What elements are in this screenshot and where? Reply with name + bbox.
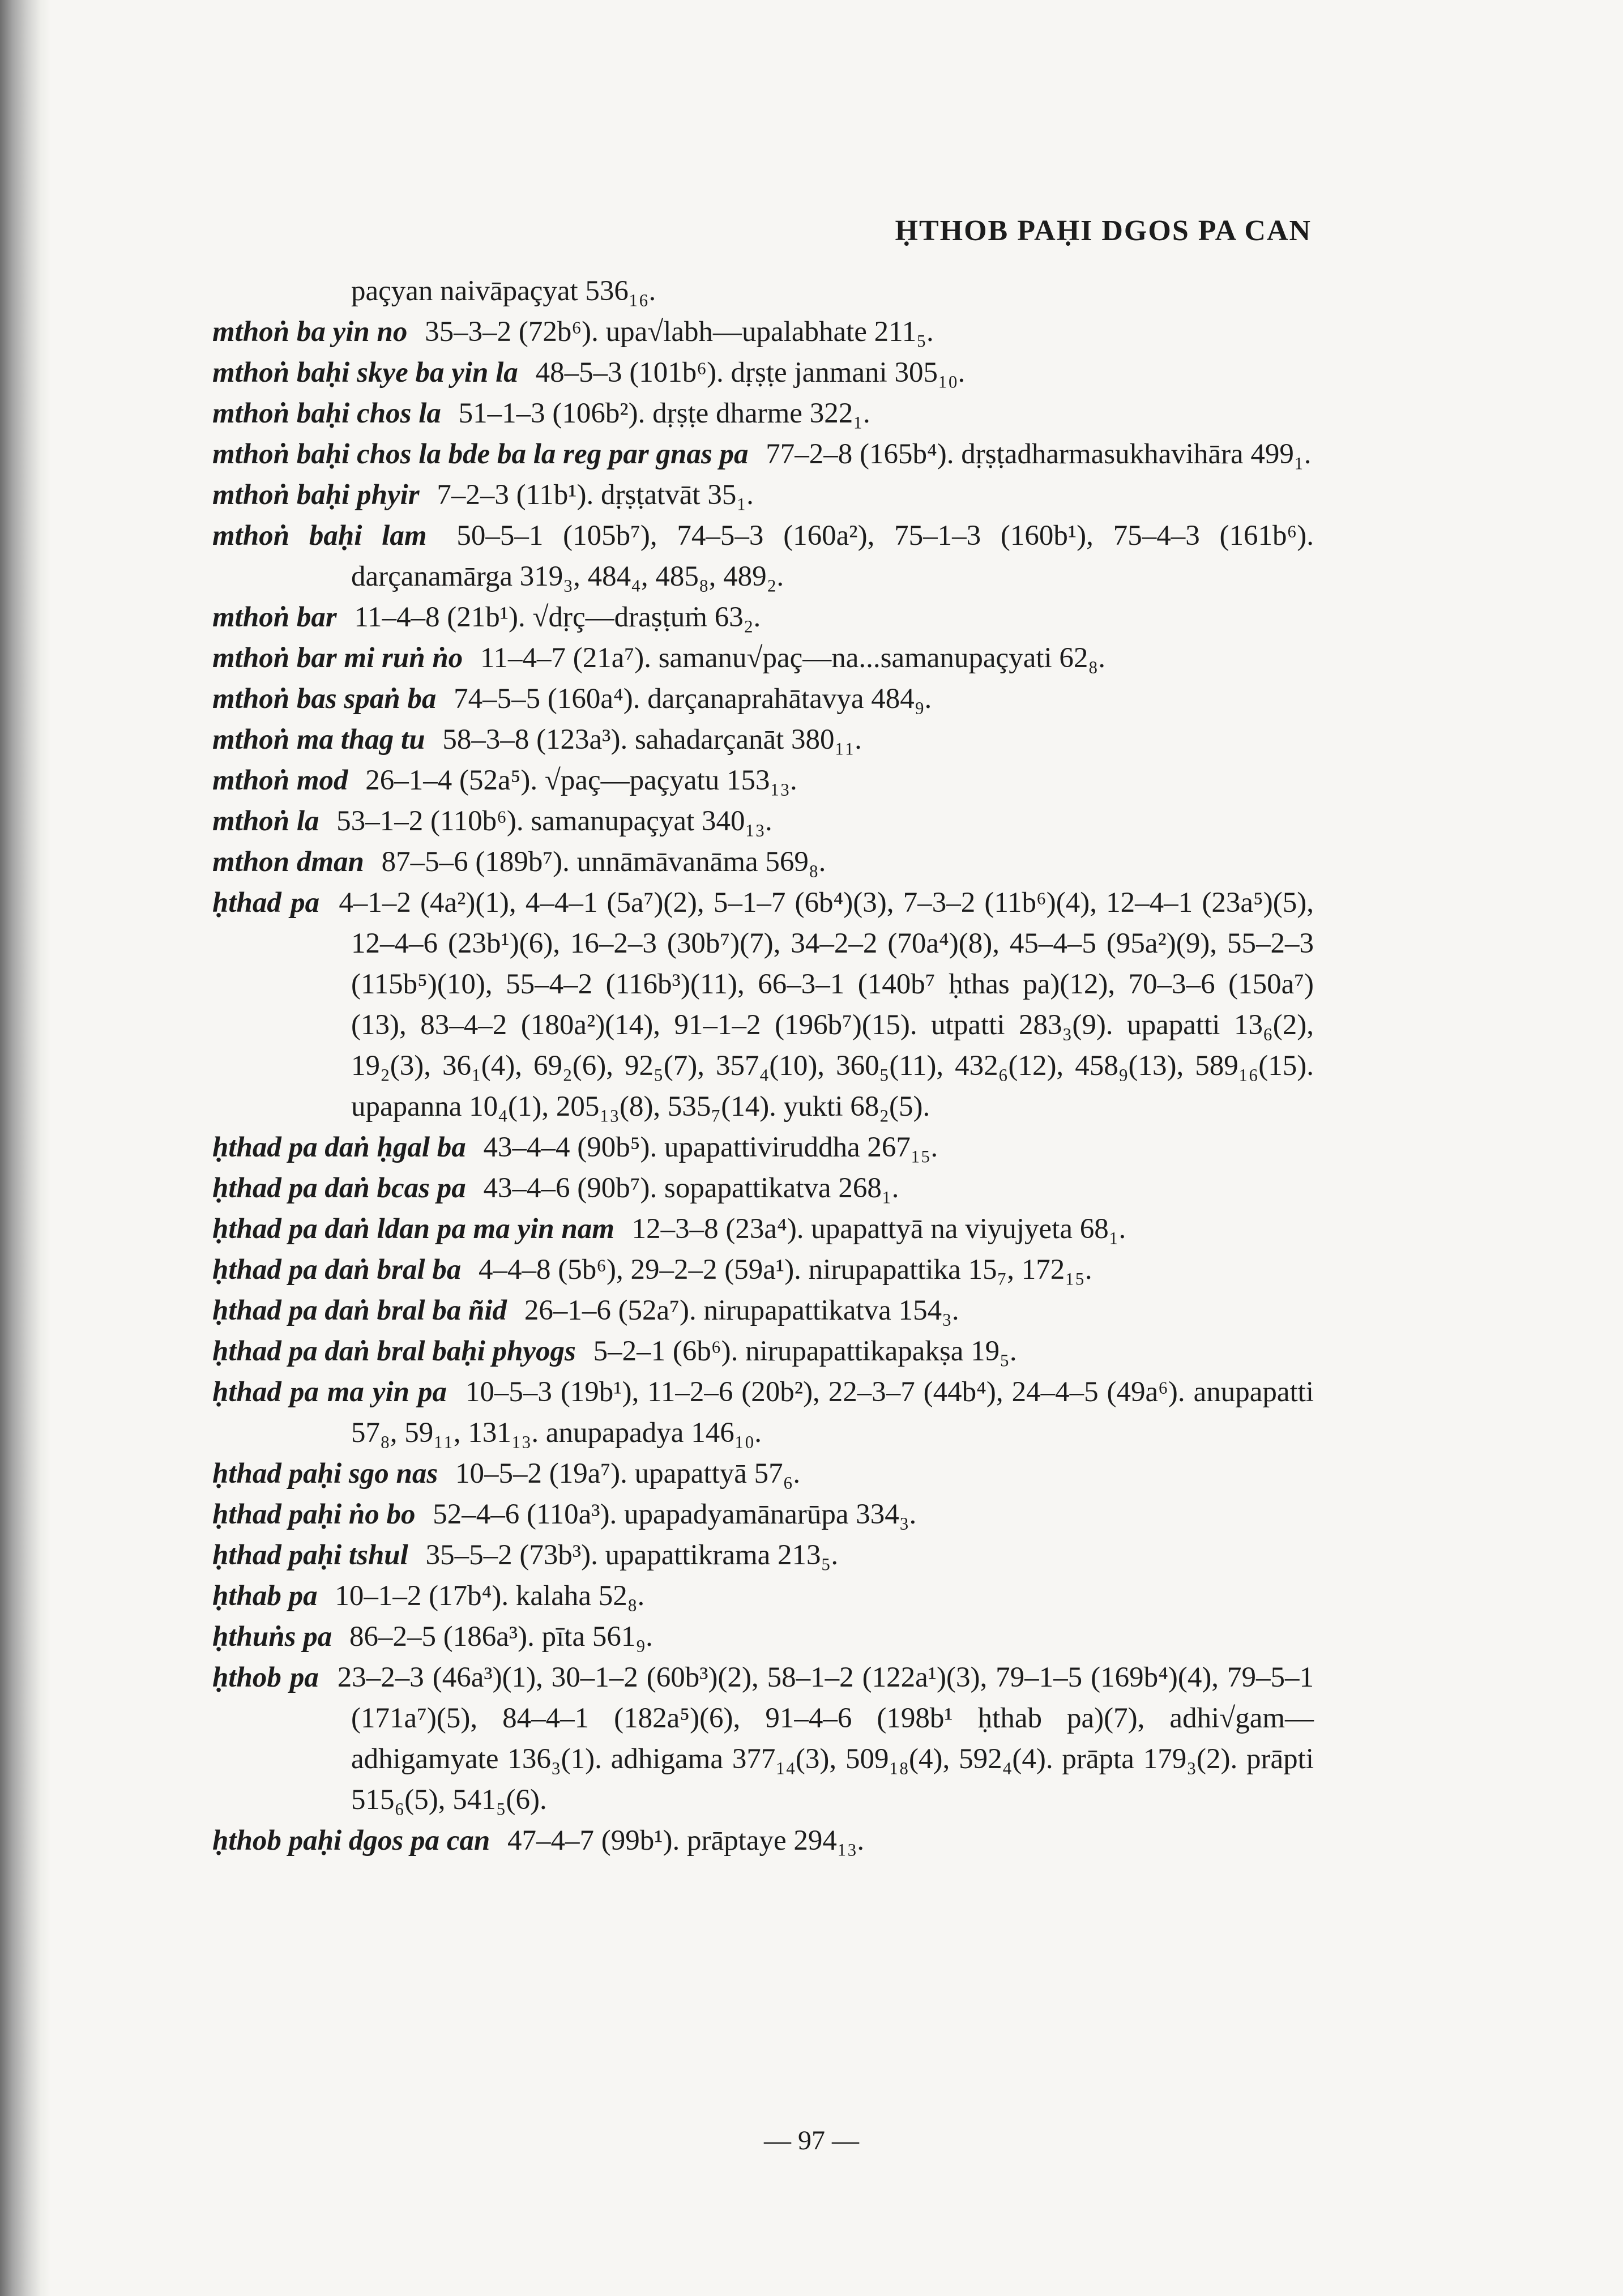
- entry-body: 50–5–1 (105b⁷), 74–5–3 (160a²), 75–1–3 (160b¹), 75–4–3 (161b⁶). darçanamārga 319₃, 484₄, 485₈, 489₂.: [351, 520, 1314, 592]
- entry-body: 26–1–6 (52a⁷). nirupapattikatva 154₃.: [524, 1295, 959, 1326]
- entry-body: 74–5–5 (160a⁴). darçanaprahātavya 484₉.: [454, 683, 932, 715]
- dictionary-entry: [212, 1657, 1314, 1820]
- entry-headword: mthoṅ bar mi ruṅ ṅo: [212, 642, 463, 674]
- dictionary-entry: [212, 719, 1314, 760]
- entry-headword: ḥthad paḥi tshul: [212, 1539, 408, 1571]
- dictionary-entry: [212, 1168, 1314, 1209]
- entry-headword: ḥthad pa daṅ bral ba: [212, 1254, 462, 1286]
- entry-headword: ḥthad pa daṅ ḥgal ba: [212, 1132, 466, 1163]
- entry-body: 35–5–2 (73b³). upapattikrama 213₅.: [425, 1539, 839, 1571]
- entry-body: 87–5–6 (189b⁷). unnāmāvanāma 569₈.: [381, 846, 826, 878]
- dictionary-entry: [212, 1127, 1314, 1168]
- entry-body: 77–2–8 (165b⁴). dṛṣṭadharmasukhavihāra 499₁.: [766, 438, 1312, 470]
- entry-body: 11–4–8 (21b¹). √dṛç—draṣṭuṁ 63₂.: [354, 601, 761, 633]
- entry-headword: mthoṅ baḥi lam: [212, 520, 427, 552]
- entry-body: 35–3–2 (72b⁶). upa√labh—upalabhate 211₅.: [425, 316, 934, 348]
- entry-body: 43–4–4 (90b⁵). upapattiviruddha 267₁₅.: [483, 1132, 938, 1163]
- entry-headword: mthoṅ baḥi phyir: [212, 479, 420, 511]
- entry-body: 43–4–6 (90b⁷). sopapattikatva 268₁.: [483, 1172, 899, 1204]
- dictionary-entry: [212, 434, 1314, 475]
- dictionary-entry: [212, 1494, 1314, 1535]
- dictionary-entry: [212, 1535, 1314, 1576]
- entry-headword: ḥthab pa: [212, 1580, 318, 1612]
- entry-list: [212, 311, 1314, 1861]
- entry-headword: mthoṅ baḥi chos la: [212, 398, 441, 429]
- dictionary-entry: [212, 842, 1314, 882]
- dictionary-entry: [212, 597, 1314, 638]
- continuation-line: paçyan naivāpaçyat 536₁₆.: [351, 275, 656, 307]
- entry-body: 58–3–8 (123a³). sahadarçanāt 380₁₁.: [442, 724, 862, 756]
- entry-body: 52–4–6 (110a³). upapadyamānarūpa 334₃.: [433, 1499, 917, 1530]
- entry-body: 10–5–3 (19b¹), 11–2–6 (20b²), 22–3–7 (44b⁴), 24–4–5 (49a⁶). anupapatti 57₈, 59₁₁, 131₁₃. anupapadya 146₁₀.: [351, 1376, 1314, 1449]
- entry-headword: ḥthad paḥi sgo nas: [212, 1458, 438, 1490]
- dictionary-entry: [212, 678, 1314, 719]
- entry-body: 4–4–8 (5b⁶), 29–2–2 (59a¹). nirupapattika 15₇, 172₁₅.: [479, 1254, 1092, 1286]
- entry-headword: ḥthad pa: [212, 887, 320, 919]
- dictionary-entry: [212, 801, 1314, 842]
- binding-edge: [0, 0, 51, 2296]
- entry-body: 5–2–1 (6b⁶). nirupapattikapakṣa 19₅.: [593, 1335, 1017, 1367]
- entry-body: 4–1–2 (4a²)(1), 4–4–1 (5a⁷)(2), 5–1–7 (6b⁴)(3), 7–3–2 (11b⁶)(4), 12–4–1 (23a⁵)(5), 12–4–6 (23b¹)(6), 16–2–3 (30b⁷)(7), 34–2–2 (70a⁴)(8), 45–4–5 (95a²)(9), 55–2–3 (115b⁵)(10), 55–4–2 (116b³)(11), 66–3–1 (140b⁷ ḥthas pa)(12), 70–3–6 (150a⁷)(13), 83–4–2 (180a²)(14), 91–1–2 (196b⁷)(15). utpatti 283₃(9). upapatti 13₆(2), 19₂(3), 36₁(4), 69₂(6), 92₅(7), 357₄(10), 360₅(11), 432₆(12), 458₉(13), 589₁₆(15). upapanna 10₄(1), 205₁₃(8), 535₇(14). yukti 68₂(5).: [339, 887, 1314, 1123]
- dictionary-entry: [212, 760, 1314, 801]
- entry-headword: mthoṅ baḥi chos la bde ba la reg par gnas pa: [212, 438, 749, 470]
- entry-body: 26–1–4 (52a⁵). √paç—paçyatu 153₁₃.: [365, 765, 797, 796]
- entry-headword: mthoṅ ba yin no: [212, 316, 408, 348]
- dictionary-entry: [212, 882, 1314, 1127]
- dictionary-entry: [212, 311, 1314, 352]
- entry-headword: ḥthob pa: [212, 1662, 319, 1693]
- dictionary-entry: [212, 1453, 1314, 1494]
- entry-body: 23–2–3 (46a³)(1), 30–1–2 (60b³)(2), 58–1–2 (122a¹)(3), 79–1–5 (169b⁴)(4), 79–5–1 (171a⁷)(5), 84–4–1 (182a⁵)(6), 91–4–6 (198b¹ ḥthab pa)(7), adhi√gam—adhigamyate 136₃(1). adhigama 377₁₄(3), 509₁₈(4), 592₄(4). prāpta 179₃(2). prāpti 515₆(5), 541₅(6).: [337, 1662, 1314, 1816]
- entry-body: 10–5–2 (19a⁷). upapattyā 57₆.: [455, 1458, 801, 1490]
- entry-headword: mthoṅ baḥi skye ba yin la: [212, 357, 518, 389]
- dictionary-entry: [212, 475, 1314, 515]
- entry-body: 47–4–7 (99b¹). prāptaye 294₁₃.: [507, 1825, 865, 1857]
- entry-headword: ḥthad pa daṅ ldan pa ma yin nam: [212, 1213, 614, 1245]
- entry-body: 10–1–2 (17b⁴). kalaha 52₈.: [335, 1580, 645, 1612]
- dictionary-entry: [212, 1331, 1314, 1372]
- dictionary-entry: [212, 1209, 1314, 1249]
- dictionary-entry: [212, 638, 1314, 678]
- entry-headword: ḥthuṅs pa: [212, 1621, 332, 1653]
- entry-headword: mthoṅ bar: [212, 601, 337, 633]
- dictionary-entry: [212, 515, 1314, 597]
- dictionary-entry: [212, 393, 1314, 434]
- entry-body: 7–2–3 (11b¹). dṛṣṭatvāt 35₁.: [437, 479, 754, 511]
- dictionary-entry: [212, 1249, 1314, 1290]
- entry-body: 48–5–3 (101b⁶). dṛṣṭe janmani 305₁₀.: [535, 357, 966, 389]
- entry-body: 12–3–8 (23a⁴). upapattyā na viyujyeta 68₁.: [631, 1213, 1126, 1245]
- entry-body: 51–1–3 (106b²). dṛṣṭe dharme 322₁.: [458, 398, 870, 429]
- entry-headword: ḥthad paḥi ṅo bo: [212, 1499, 416, 1530]
- dictionary-entry: [212, 1820, 1314, 1861]
- entry-headword: mthoṅ mod: [212, 765, 348, 796]
- entry-body: 86–2–5 (186a³). pīta 561₉.: [349, 1621, 653, 1653]
- entry-headword: mthoṅ ma thag tu: [212, 724, 425, 756]
- page-number: — 97 —: [764, 2126, 859, 2156]
- dictionary-entry: [212, 1576, 1314, 1616]
- dictionary-entries: [212, 271, 1314, 1861]
- entry-headword: mthoṅ la: [212, 805, 319, 837]
- entry-body: 53–1–2 (110b⁶). samanupaçyat 340₁₃.: [336, 805, 772, 837]
- entry-headword: ḥthad pa daṅ bcas pa: [212, 1172, 466, 1204]
- dictionary-entry: [212, 352, 1314, 393]
- dictionary-entry: [212, 1290, 1314, 1331]
- entry-body: 11–4–7 (21a⁷). samanu√paç—na...samanupaçyati 62₈.: [480, 642, 1105, 674]
- entry-headword: ḥthad pa daṅ bral baḥi phyogs: [212, 1335, 576, 1367]
- entry-headword: mthon dman: [212, 846, 364, 878]
- dictionary-entry: [212, 1616, 1314, 1657]
- running-header: ḤTHOB PAḤI DGOS PA CAN: [895, 215, 1312, 247]
- entry-headword: ḥthad pa ma yin pa: [212, 1376, 447, 1408]
- dictionary-entry: [212, 1372, 1314, 1453]
- entry-headword: ḥthad pa daṅ bral ba ñid: [212, 1295, 507, 1326]
- entry-headword: mthoṅ bas spaṅ ba: [212, 683, 437, 715]
- entry-headword: ḥthob paḥi dgos pa can: [212, 1825, 490, 1857]
